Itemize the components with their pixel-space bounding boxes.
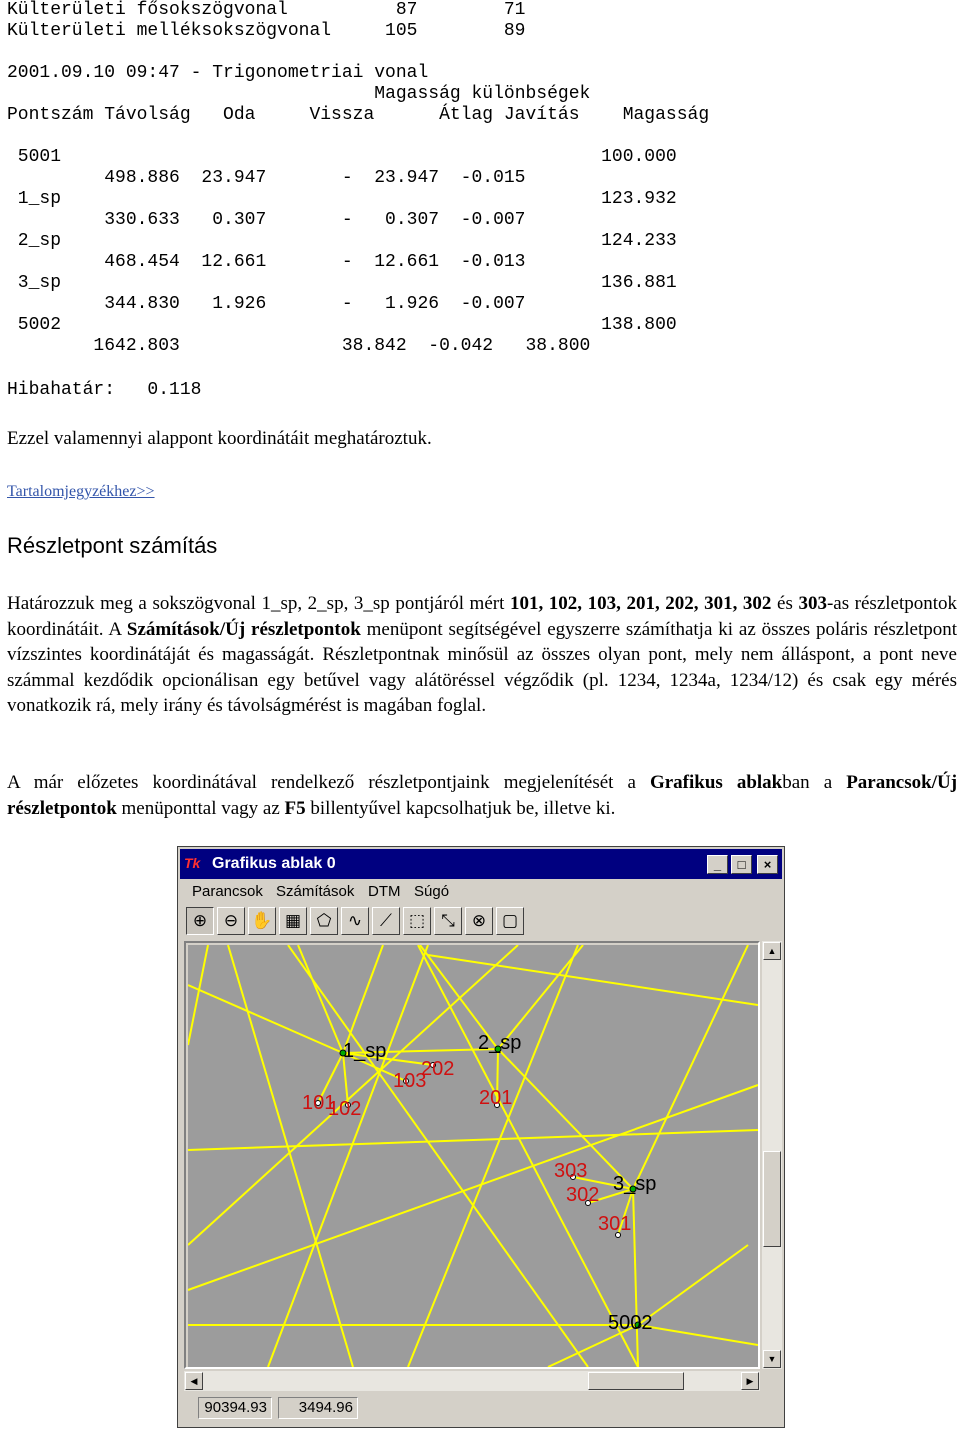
arrow-up-icon: ▲ (767, 946, 777, 956)
polygon-button[interactable] (310, 907, 338, 935)
maximize-icon: □ (737, 857, 746, 872)
menu-bar (180, 881, 782, 903)
arrow-right-icon: ▶ (746, 1376, 754, 1386)
para-bold: 303 (798, 593, 827, 614)
label-202: 202 (421, 1058, 455, 1080)
minimize-icon: _ (713, 857, 722, 872)
measure-button[interactable] (434, 907, 462, 935)
error-limit: Hibahatár: 0.118 (7, 380, 202, 400)
window-title: Grafikus ablak 0 (212, 855, 336, 872)
label-101: 101 (302, 1092, 336, 1114)
header-lines (7, 0, 525, 42)
status-y-coordinate: 3494.96 (278, 1397, 358, 1419)
zoom-out-button[interactable] (217, 907, 245, 935)
label-102: 102 (328, 1098, 362, 1120)
para-bold: Grafikus ablak (649, 772, 783, 793)
line-edit-icon: ∿ (347, 911, 363, 931)
polygon-icon: ⬠ (316, 911, 332, 931)
close-icon: × (763, 857, 772, 872)
canvas-background (188, 945, 758, 1367)
vertical-scrollbar[interactable] (762, 941, 782, 1369)
scroll-right-button[interactable] (741, 1372, 759, 1390)
traverse-subtitle: Magasság különbségek (374, 84, 591, 104)
label-201: 201 (479, 1087, 513, 1109)
table-row: 468.454 12.661 - 12.661 -0.013 (7, 252, 526, 272)
label-302: 302 (566, 1184, 600, 1206)
para-text: Határozzuk meg a sokszögvonal 1_sp, 2_sp, 3_sp pontjáról mért (7, 593, 510, 614)
header-line: Külterületi melléksokszögvonal 105 89 (7, 21, 526, 41)
table-row: 5001 100.000 (7, 147, 677, 167)
para-text: menüponttal vagy az (116, 797, 285, 819)
graphics-window (177, 846, 785, 1428)
zoom-out-icon: ⊖ (223, 911, 239, 931)
para-bold: 101, 102, 103, 201, 202, 301, 302 (509, 593, 772, 614)
para-text: A már előzetes koordinátával rendelkező részletpontjaink megjelenítését a (7, 772, 650, 793)
traverse-columns: Pontszám Távolság Oda Vissza Átlag Javítás Magasság (7, 105, 710, 125)
label-2sp: 2_sp (478, 1032, 522, 1054)
grid-button[interactable] (279, 907, 307, 935)
minimize-button[interactable] (707, 855, 728, 874)
horizontal-scrollbar[interactable] (184, 1371, 760, 1391)
table-row: 498.886 23.947 - 23.947 -0.015 (7, 168, 526, 188)
para-text: ban a (782, 772, 847, 793)
horizontal-scroll-thumb[interactable] (588, 1372, 684, 1390)
paragraph (7, 591, 957, 719)
status-x-coordinate: 90394.93 (198, 1397, 272, 1419)
label-303: 303 (554, 1160, 588, 1182)
paragraph (7, 770, 957, 821)
table-row: 2_sp 124.233 (7, 231, 677, 251)
label-301: 301 (598, 1213, 632, 1235)
line-edit-button[interactable] (341, 907, 369, 935)
select-box-button[interactable] (403, 907, 431, 935)
grid-icon: ▦ (284, 911, 302, 931)
conclusion-text: Ezzel valamennyi alappont koordinátáit meghatároztuk. (7, 428, 432, 449)
frame-button[interactable] (496, 907, 524, 935)
maximize-button[interactable] (731, 855, 752, 874)
arrow-left-icon: ◀ (190, 1376, 198, 1386)
para-text: és (771, 593, 799, 614)
menu-sugo[interactable]: Súgó (414, 883, 450, 900)
menu-szamitasok[interactable]: Számítások (276, 883, 355, 900)
drawing-area-frame (184, 941, 760, 1369)
para-text: billentyűvel kapcsolhatjuk be, illetve ki. (305, 797, 616, 819)
select-box-icon: ⬚ (408, 911, 426, 931)
measure-icon: ⤡ (441, 911, 455, 931)
close-button[interactable] (757, 855, 778, 874)
label-5002: 5002 (608, 1312, 653, 1334)
status-bar (184, 1395, 784, 1421)
label-103: 103 (393, 1070, 427, 1092)
hand-icon: ✋ (251, 911, 273, 931)
line-draw-button[interactable] (372, 907, 400, 935)
toc-link[interactable]: Tartalomjegyzékhez>> (7, 483, 155, 500)
menu-parancsok[interactable]: Parancsok (192, 883, 263, 900)
table-row: 1642.803 38.842 -0.042 38.800 (7, 336, 591, 356)
drawing-canvas[interactable] (188, 945, 758, 1367)
label-3sp: 3_sp (613, 1173, 657, 1195)
para-bold: F5 (284, 797, 306, 819)
zoom-window-button[interactable] (186, 907, 214, 935)
line-draw-icon: ⟋ (380, 911, 392, 931)
scroll-up-button[interactable] (763, 942, 781, 960)
tk-app-icon: Tk (184, 855, 201, 871)
window-titlebar[interactable] (180, 849, 782, 879)
scroll-left-button[interactable] (185, 1372, 203, 1390)
para-bold: Parancsok/Új részletpontok (7, 772, 958, 819)
table-row: 1_sp 123.932 (7, 189, 677, 209)
cancel-icon: ⊗ (471, 911, 487, 931)
para-text: -as részletpontok koordinátáit. A (7, 593, 958, 640)
cancel-button[interactable] (465, 907, 493, 935)
section-title: Részletpont számítás (7, 533, 218, 558)
table-row: 344.830 1.926 - 1.926 -0.007 (7, 294, 526, 314)
scroll-down-button[interactable] (763, 1350, 781, 1368)
para-text: menüpont segítségével egyszerre számíthatja ki az összes poláris részletpont vízszintes koordinátáját és magasságát. Részletpontnak minősül az összes olyan pont, mely nem álláspont, a pont neve számmal kezdődik opcionálisan egy betűvel vagy alátöréssel végződik (pl. 1234, 1234a, 1234/12) és csak egy mérés vonatkozik rá, mely irány és távolságmérést is magában foglal. (7, 618, 957, 716)
table-row: 5002 138.800 (7, 315, 677, 335)
pan-button[interactable] (248, 907, 276, 935)
menu-dtm[interactable]: DTM (368, 883, 401, 900)
table-row: 3_sp 136.881 (7, 273, 677, 293)
para-bold: Számítások/Új részletpontok (126, 618, 361, 640)
traverse-title: 2001.09.10 09:47 - Trigonometriai vonal (7, 63, 429, 83)
table-row: 330.633 0.307 - 0.307 -0.007 (7, 210, 526, 230)
header-line: Külterületi fősokszögvonal 87 71 (7, 0, 526, 20)
arrow-down-icon: ▼ (767, 1354, 777, 1364)
frame-icon: ▢ (501, 911, 519, 931)
label-1sp: 1_sp (343, 1040, 387, 1062)
vertical-scroll-thumb[interactable] (763, 1151, 781, 1247)
traverse-table (7, 63, 709, 357)
toolbar (184, 905, 544, 939)
zoom-in-icon: ⊕ (192, 911, 208, 931)
